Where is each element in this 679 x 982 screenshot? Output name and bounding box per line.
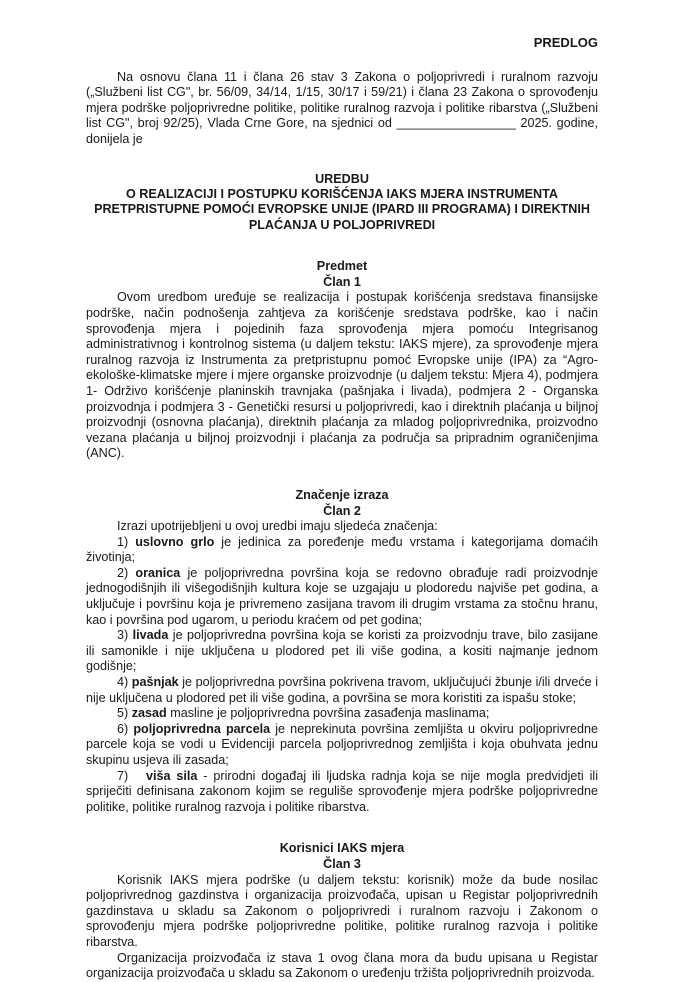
definition-number: 4) [117,675,129,690]
definition-text: - prirodni događaj ili ljudska radnja koja se nije mogla predvidjeti ili spriječiti definisana zakonom kojim se reguliše sprovođenje mjera podrške poljoprivredne politike, politike ruralnog razvoja i politike ribarstva. [86,768,598,814]
definition-text: je poljoprivredna površina pokrivena travom, uključujući žbunje i/ili drveće i nije uključena u plodored pet ili više godina, a površina se mora koristiti za ispašu stoke; [86,675,598,705]
definition-text: masline je poljoprivredna površina zasađenja maslinama; [166,706,490,721]
article-number: Član 2 [323,503,361,518]
definition-term: zasad [131,706,167,721]
definition-number: 5) [117,706,129,721]
definition-term: viša sila [145,768,198,783]
definition-number: 3) [117,628,129,643]
document-title [86,172,598,234]
article-heading: Korisnici IAKS mjera [279,841,405,856]
definition-item [86,722,598,769]
article-paragraph: Ovom uredbom uređuje se realizacija i postupak korišćenja sredstava finansijske podrške, način podnošenja zahtjeva za korišćenje sredstava podrške, kao i način sprovođenja mjera i pojedinih faza sprovođenja mjera pomoću Integrisanog administrativnog i kontrolnog sistema (u daljem tekstu: IAKS mjere), za sprovođenje mjera ruralnog razvoja iz Instrumenta za pretpristupnu pomoć Evropske unije (IPA) za “Agro-ekološke-klimatske mjere i mjere organske proizvodnje (u daljem tekstu: Mjera 4), podmjera 1- Održivo korišćenje planinskih travnjaka (pašnjaka i livada), podmjera 2 - Organska proizvodnja i podmjera 3 - Genetički resursi u poljoprivredi, kao i direktnih plaćanja u biljnoj proizvodnji (osnovna plaćanja), direktnih plaćanja za mladog poljoprivrednika, proizvodno vezana plaćanja u biljnoj proizvodnji i plaćanja za područja sa pripradnim ograničenjima (ANC). [86,290,598,461]
definition-item [86,535,598,566]
definition-item [86,675,598,706]
definition-term: oranica [135,565,181,580]
definition-item [86,566,598,628]
definitions-list [86,535,598,816]
title-line-1: UREDBU [315,171,369,186]
title-line-2: O REALIZACIJI I POSTUPKU KORIŠĆENJA IAKS MJERA INSTRUMENTA PRETPRISTUPNE POMOĆI EVROPSKE UNIJE (IPARD III PROGRAMA) I DIREKTNIH PLAĆANJA U POLJOPRIVREDI [94,186,590,232]
definition-text: je jedinica za poređenje među vrstama i kategorijama domaćih životinja; [86,534,599,565]
definition-text: je neprekinuta površina zemljišta u okviru poljoprivredne parcele koja se vodi u Evidenciji parcela poljoprivrednog zemljišta i koja obuhvata jednu skupinu usjeva ili zasada; [86,721,599,767]
article-3 [86,841,598,981]
definition-term: uslovno grlo [135,534,215,549]
article-paragraph: Organizacija proizvođača iz stava 1 ovog člana mora da budu upisana u Registar organizacija proizvođača u skladu sa Zakonom o uređenju tržišta poljoprivrednih proizvoda. [86,950,598,981]
definition-text: je poljoprivredna površina koja se koristi za proizvodnju trave, bilo zasijane ili samonikle i nije uključena u plodored pet ili više godina, a kositi najmanje jednom godišnje; [86,628,599,674]
article-intro: Izrazi upotrijebljeni u ovoj uredbi imaju sljedeća značenja: [117,519,438,534]
definition-number: 2) [117,565,129,580]
definition-item [86,706,598,722]
article-paragraph: Korisnik IAKS mjera podrške (u daljem tekstu: korisnik) može da bude nosilac poljoprivrednog gazdinstva i organizacija proizvođača, upisan u Registar poljoprivrednih gazdinstava u skladu sa Zakonom o poljoprivredi i ruralnom razvoju i Zakonom o sprovođenju mjera podrške poljoprivredne politike, politike ruralnog razvoja i politike ribarstva. [86,872,598,949]
preamble: Na osnovu člana 11 i člana 26 stav 3 Zakona o poljoprivredi i ruralnom razvoju („Službeni list CG", br. 56/09, 34/14, 1/15, 30/17 i 59/21) i člana 23 Zakona o sprovođenju mjera podrške poljoprivredne politike, politike ruralnog razvoja i politike ribarstva („Službeni list CG", broj 92/25), Vlada Crne Gore, na sjednici od _________________ 2025. godine, donijela je [86,69,598,146]
article-number: Član 1 [323,274,361,289]
definition-term: poljoprivredna parcela [133,721,271,736]
article-heading: Predmet [316,259,368,274]
status-label: PREDLOG [533,35,598,50]
definition-item [86,628,598,675]
definition-term: pašnjak [131,675,179,690]
definition-number: 7) [117,768,129,783]
article-number: Član 3 [323,856,361,871]
document-body [86,35,598,982]
definition-term: livada [132,628,169,643]
definition-item [86,769,598,816]
definition-text: je poljoprivredna površina koja se redovno obrađuje radi proizvodnje jednogodišnjih ili višegodišnjih kultura koje se uzgajaju u plodoredu najviše pet godina, a uključuje i površinu koja je privremeno zasijana travom ili drugim vrstama za stočnu hranu, kao i površina pod ugarom, u periodu kraćem od pet godina; [86,565,599,627]
definition-number: 1) [117,534,129,549]
definition-number: 6) [117,721,129,736]
article-2 [86,488,598,815]
article-heading: Značenje izraza [295,487,389,502]
article-1 [86,259,598,462]
